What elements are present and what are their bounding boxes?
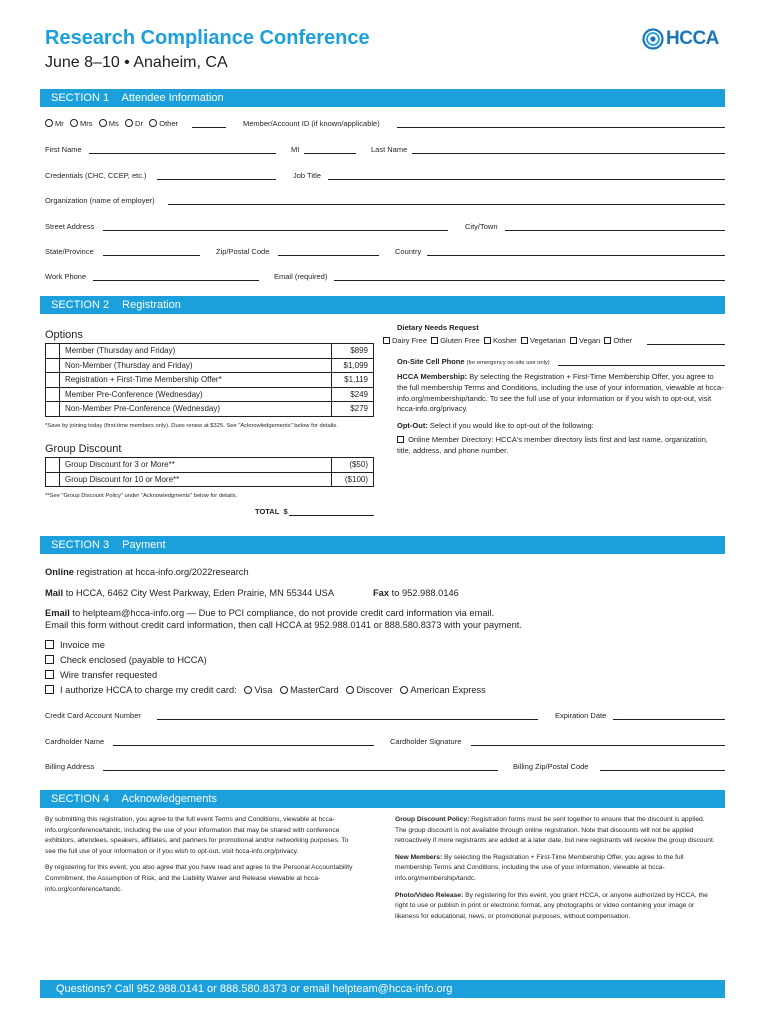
- first-name-field[interactable]: [89, 153, 276, 154]
- credentials-label: Credentials (CHC, CCEP, etc.): [45, 171, 147, 180]
- payment-check[interactable]: Check enclosed (payable to HCCA): [45, 653, 486, 668]
- billing-zip-label: Billing Zip/Postal Code: [513, 762, 589, 771]
- city-field[interactable]: [505, 230, 725, 231]
- street-field[interactable]: [103, 230, 448, 231]
- total-field[interactable]: [289, 515, 374, 516]
- page-title: Research Compliance Conference: [45, 27, 370, 49]
- zip-label: Zip/Postal Code: [216, 247, 270, 256]
- photo-release-paragraph: Photo/Video Release: By registering for this event, you grant HCCA, or anyone authorized by HCCA, the right to use or publish in print or electronic format, any photographs or video containing your image or likeness for educational, news, or promotional purposes, without compensation.: [395, 891, 708, 920]
- options-footnote: *Save by joining today (first-time members only). Dues renew at $325. See "Acknowledgements" below for details.: [45, 423, 338, 429]
- dietary-gluten-free[interactable]: Gluten Free: [431, 336, 480, 345]
- section3-bar: [40, 536, 725, 554]
- salutation-mrs[interactable]: Mrs: [70, 119, 93, 128]
- option-row[interactable]: [46, 387, 374, 402]
- payment-methods: [45, 638, 486, 698]
- fax-registration: Fax to 952.988.0146: [373, 588, 459, 598]
- radio-icon[interactable]: [400, 686, 408, 694]
- online-registration: Online registration at hcca-info.org/2022research: [45, 567, 249, 577]
- membership-text: HCCA Membership: By selecting the Registration + First-Time Membership Offer, you agree to the full membership Terms and Conditions, including the use of your information, viewable at hcca-info.org/membership/tandc. To see the full use of your information or if you wish to opt-out, visit hcca-info.org/privacy.: [397, 372, 724, 414]
- radio-icon[interactable]: [125, 119, 133, 127]
- section1-number: SECTION 1: [51, 92, 110, 104]
- radio-icon[interactable]: [149, 119, 157, 127]
- option-price: $1,119: [332, 373, 374, 388]
- option-checkbox[interactable]: [46, 344, 60, 359]
- dietary-other-field[interactable]: [647, 344, 725, 345]
- section2-bar: [40, 296, 725, 314]
- cell-phone-label: On-Site Cell Phone (for emergency on-site use only): [397, 357, 550, 366]
- checkbox-icon[interactable]: [45, 655, 54, 664]
- mi-field[interactable]: [304, 153, 356, 154]
- group-option-checkbox[interactable]: [46, 458, 60, 473]
- checkbox-icon[interactable]: [45, 685, 54, 694]
- directory-opt-out[interactable]: Online Member Directory: HCCA's member directory lists first and last name, organization, title, address, and phone number.: [397, 435, 708, 455]
- email-label: Email (required): [274, 272, 328, 281]
- job-title-label: Job Title: [293, 171, 321, 180]
- section1-bar: [40, 89, 725, 107]
- work-phone-field[interactable]: [93, 280, 259, 281]
- cardholder-signature-field[interactable]: [471, 745, 725, 746]
- checkbox-icon[interactable]: [397, 436, 404, 443]
- email-field[interactable]: [334, 280, 725, 281]
- last-name-label: Last Name: [371, 145, 408, 154]
- section3-number: SECTION 3: [51, 539, 110, 551]
- radio-icon[interactable]: [346, 686, 354, 694]
- mi-label: MI: [291, 145, 300, 154]
- checkbox-icon[interactable]: [484, 337, 491, 344]
- email-registration: Email to helpteam@hcca-info.org — Due to PCI compliance, do not provide credit card information via email. Email this form without credit card information, then call HCCA at 952.988.0141 or 888.580.8373 with your payment.: [45, 608, 522, 630]
- radio-icon[interactable]: [280, 686, 288, 694]
- billing-address-field[interactable]: [103, 770, 498, 771]
- opt-out-text: Opt-Out: Select if you would like to opt-out of the following:: [397, 421, 594, 430]
- checkbox-icon[interactable]: [570, 337, 577, 344]
- checkbox-icon[interactable]: [45, 670, 54, 679]
- first-name-label: First Name: [45, 145, 82, 154]
- option-checkbox[interactable]: [46, 387, 60, 402]
- card-discover[interactable]: Discover: [346, 685, 392, 695]
- checkbox-icon[interactable]: [431, 337, 438, 344]
- acknowledgements-right: [395, 815, 715, 928]
- cardholder-name-field[interactable]: [113, 745, 374, 746]
- option-row[interactable]: [46, 402, 374, 417]
- organization-label: Organization (name of employer): [45, 196, 155, 205]
- cardholder-name-label: Cardholder Name: [45, 737, 105, 746]
- option-row[interactable]: [46, 358, 374, 373]
- salutation-ms[interactable]: Ms: [99, 119, 119, 128]
- acknowledgements-left: [45, 815, 355, 901]
- last-name-field[interactable]: [412, 153, 725, 154]
- cc-number-field[interactable]: [157, 719, 538, 720]
- job-title-field[interactable]: [328, 179, 725, 180]
- terms-paragraph: By submitting this registration, you agree to the full event Terms and Conditions, viewable at hcca-info.org/conference/tandc, including the use of your information that may be shared with conference exhibitors, attendees, speakers, affiliates, and partners for promotional and/or networking purposes. To see the full use of your information or if you wish to opt-out, visit hcca-info.org/privacy.: [45, 816, 349, 855]
- hcca-logo: [642, 28, 719, 50]
- group-option-price: ($100): [332, 472, 374, 487]
- section1-title: Attendee Information: [121, 92, 224, 104]
- option-price: $279: [332, 402, 374, 417]
- salutation-other-field[interactable]: [192, 127, 226, 128]
- dietary-other[interactable]: Other: [604, 336, 632, 345]
- salutation-dr[interactable]: Dr: [125, 119, 143, 128]
- cardholder-signature-label: Cardholder Signature: [390, 737, 462, 746]
- group-option-checkbox[interactable]: [46, 472, 60, 487]
- group-option-label: Group Discount for 3 or More**: [60, 458, 332, 473]
- country-field[interactable]: [427, 255, 725, 256]
- mail-registration: Mail to HCCA, 6462 City West Parkway, Eden Prairie, MN 55344 USA: [45, 588, 335, 598]
- option-checkbox[interactable]: [46, 373, 60, 388]
- payment-wire[interactable]: Wire transfer requested: [45, 668, 486, 683]
- dietary-vegetarian[interactable]: Vegetarian: [521, 336, 566, 345]
- group-option-label: Group Discount for 10 or More**: [60, 472, 332, 487]
- member-id-field[interactable]: [397, 127, 725, 128]
- options-heading: Options: [45, 329, 83, 341]
- city-label: City/Town: [465, 222, 498, 231]
- option-label: Member Pre-Conference (Wednesday): [60, 387, 332, 402]
- card-amex[interactable]: American Express: [400, 685, 485, 695]
- checkbox-icon[interactable]: [521, 337, 528, 344]
- dietary-title: Dietary Needs Request: [397, 323, 479, 332]
- section4-number: SECTION 4: [51, 793, 110, 805]
- cc-number-label: Credit Card Account Number: [45, 711, 141, 720]
- checkbox-icon[interactable]: [45, 640, 54, 649]
- payment-credit-card[interactable]: I authorize HCCA to charge my credit card: Visa MasterCard Discover American Express: [45, 683, 486, 698]
- section2-number: SECTION 2: [51, 299, 110, 311]
- option-checkbox[interactable]: [46, 358, 60, 373]
- checkbox-icon[interactable]: [383, 337, 390, 344]
- cell-phone-field[interactable]: [558, 365, 725, 366]
- radio-icon[interactable]: [70, 119, 78, 127]
- group-policy-paragraph: Group Discount Policy: Registration forms must be sent together to ensure that the discount is applied. The group discount is not available through online registration. Note that discounts will not be applied retroactively if more registrants are added at a later date, but new registrants will receive the group discount.: [395, 816, 715, 845]
- salutation-group: [45, 119, 178, 128]
- group-discount-table: [45, 457, 374, 487]
- expiration-field[interactable]: [613, 719, 725, 720]
- country-label: Country: [395, 247, 422, 256]
- option-price: $1,099: [332, 358, 374, 373]
- zip-field[interactable]: [278, 255, 379, 256]
- work-phone-label: Work Phone: [45, 272, 87, 281]
- section2-title: Registration: [122, 299, 181, 311]
- option-price: $249: [332, 387, 374, 402]
- credentials-field[interactable]: [157, 179, 276, 180]
- option-label: Non-Member (Thursday and Friday): [60, 358, 332, 373]
- radio-icon[interactable]: [99, 119, 107, 127]
- card-visa[interactable]: Visa: [244, 685, 272, 695]
- footer-contact-bar: [40, 980, 725, 998]
- logo-text: HCCA: [666, 28, 719, 49]
- card-mastercard[interactable]: MasterCard: [280, 685, 339, 695]
- radio-icon[interactable]: [244, 686, 252, 694]
- option-label: Member (Thursday and Friday): [60, 344, 332, 359]
- salutation-other[interactable]: Other: [149, 119, 178, 128]
- hcca-logo-mark: [642, 28, 664, 50]
- option-label: Registration + First-Time Membership Offer*: [60, 373, 332, 388]
- dietary-vegan[interactable]: Vegan: [570, 336, 600, 345]
- liability-paragraph: By registering for this event, you also agree that you have read and agree to the Personal Accountability Commitment, the Assumption of Risk, and the Liability Waiver and Release viewable at hcca-info.org/conference/tandc.: [45, 864, 353, 893]
- expiration-label: Expiration Date: [555, 711, 607, 720]
- total-label: TOTAL $: [255, 507, 288, 516]
- checkbox-icon[interactable]: [604, 337, 611, 344]
- group-option-row[interactable]: [46, 458, 374, 473]
- option-row[interactable]: [46, 344, 374, 359]
- option-price: $899: [332, 344, 374, 359]
- option-row[interactable]: [46, 373, 374, 388]
- state-label: State/Province: [45, 247, 94, 256]
- section4-bar: [40, 790, 725, 808]
- footer-contact-text: Questions? Call 952.988.0141 or 888.580.8373 or email helpteam@hcca-info.org: [56, 983, 453, 995]
- payment-invoice[interactable]: Invoice me: [45, 638, 486, 653]
- group-option-row[interactable]: [46, 472, 374, 487]
- member-id-label: Member/Account ID (if known/applicable): [243, 119, 380, 128]
- state-field[interactable]: [103, 255, 200, 256]
- group-discount-heading: Group Discount: [45, 443, 122, 455]
- billing-zip-field[interactable]: [600, 770, 725, 771]
- group-footnote: **See "Group Discount Policy" under "Acknowledgments" below for details.: [45, 493, 238, 499]
- new-members-paragraph: New Members: By selecting the Registration + First-Time Membership Offer, you agree to the full membership Terms and Conditions, including the use of your information, viewable at hcca-info.org/membership/tandc.: [395, 853, 684, 882]
- organization-field[interactable]: [168, 204, 725, 205]
- billing-address-label: Billing Address: [45, 762, 95, 771]
- page-subtitle: June 8–10 • Anaheim, CA: [45, 54, 228, 71]
- radio-icon[interactable]: [45, 119, 53, 127]
- section3-title: Payment: [122, 539, 166, 551]
- dietary-options: [383, 336, 632, 345]
- salutation-mr[interactable]: Mr: [45, 119, 64, 128]
- group-option-price: ($50): [332, 458, 374, 473]
- street-label: Street Address: [45, 222, 95, 231]
- section4-title: Acknowledgements: [121, 793, 217, 805]
- dietary-kosher[interactable]: Kosher: [484, 336, 517, 345]
- option-checkbox[interactable]: [46, 402, 60, 417]
- dietary-dairy-free[interactable]: Dairy Free: [383, 336, 427, 345]
- option-label: Non-Member Pre-Conference (Wednesday): [60, 402, 332, 417]
- options-table: [45, 343, 374, 417]
